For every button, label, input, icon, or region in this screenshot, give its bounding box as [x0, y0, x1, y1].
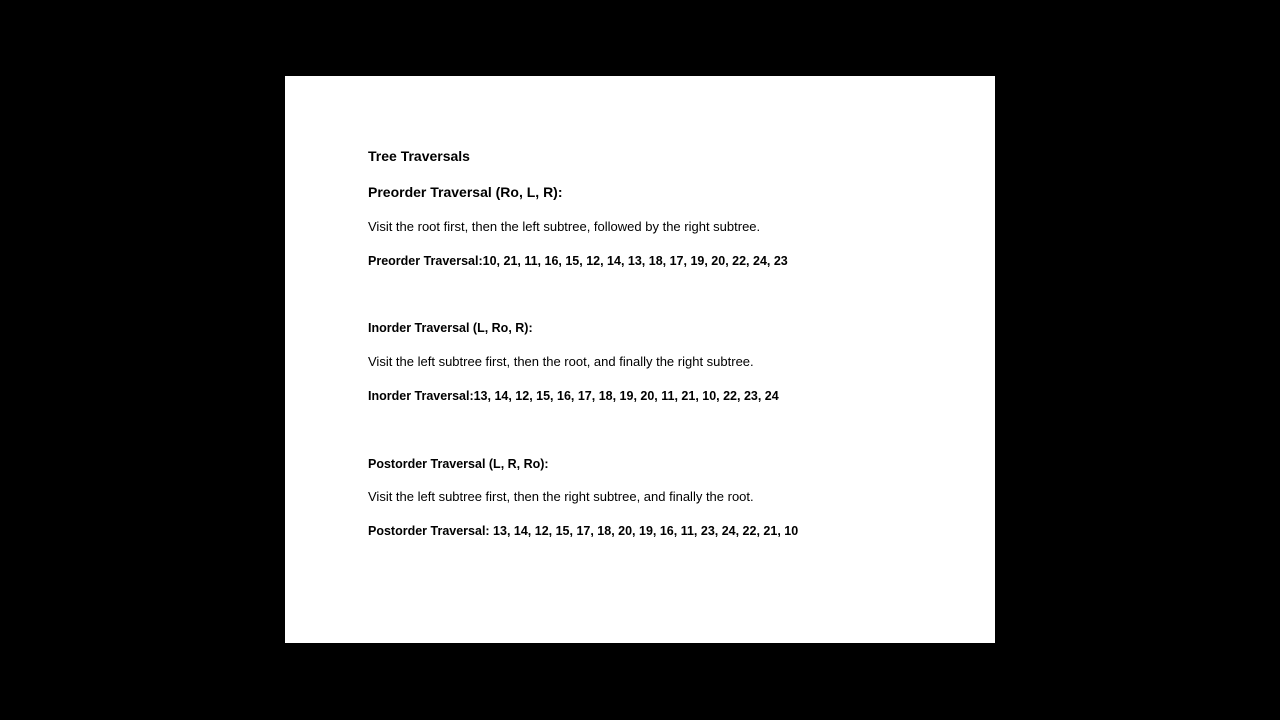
- inorder-result: Inorder Traversal:13, 14, 12, 15, 16, 17, 18, 19, 20, 11, 21, 10, 22, 23, 24: [368, 389, 779, 403]
- preorder-result: Preorder Traversal:10, 21, 11, 16, 15, 12, 14, 13, 18, 17, 19, 20, 22, 24, 23: [368, 254, 788, 268]
- preorder-heading: Preorder Traversal (Ro, L, R):: [368, 184, 563, 200]
- postorder-result: Postorder Traversal: 13, 14, 12, 15, 17, 18, 20, 19, 16, 11, 23, 24, 22, 21, 10: [368, 524, 799, 538]
- document-title: Tree Traversals: [368, 148, 470, 164]
- inorder-description: Visit the left subtree first, then the root, and finally the right subtree.: [368, 354, 754, 369]
- preorder-description: Visit the root first, then the left subtree, followed by the right subtree.: [368, 219, 761, 234]
- postorder-heading: Postorder Traversal (L, R, Ro):: [368, 457, 549, 471]
- postorder-description: Visit the left subtree first, then the right subtree, and finally the root.: [368, 489, 754, 504]
- document-page: [285, 76, 995, 643]
- inorder-heading: Inorder Traversal (L, Ro, R):: [368, 321, 533, 335]
